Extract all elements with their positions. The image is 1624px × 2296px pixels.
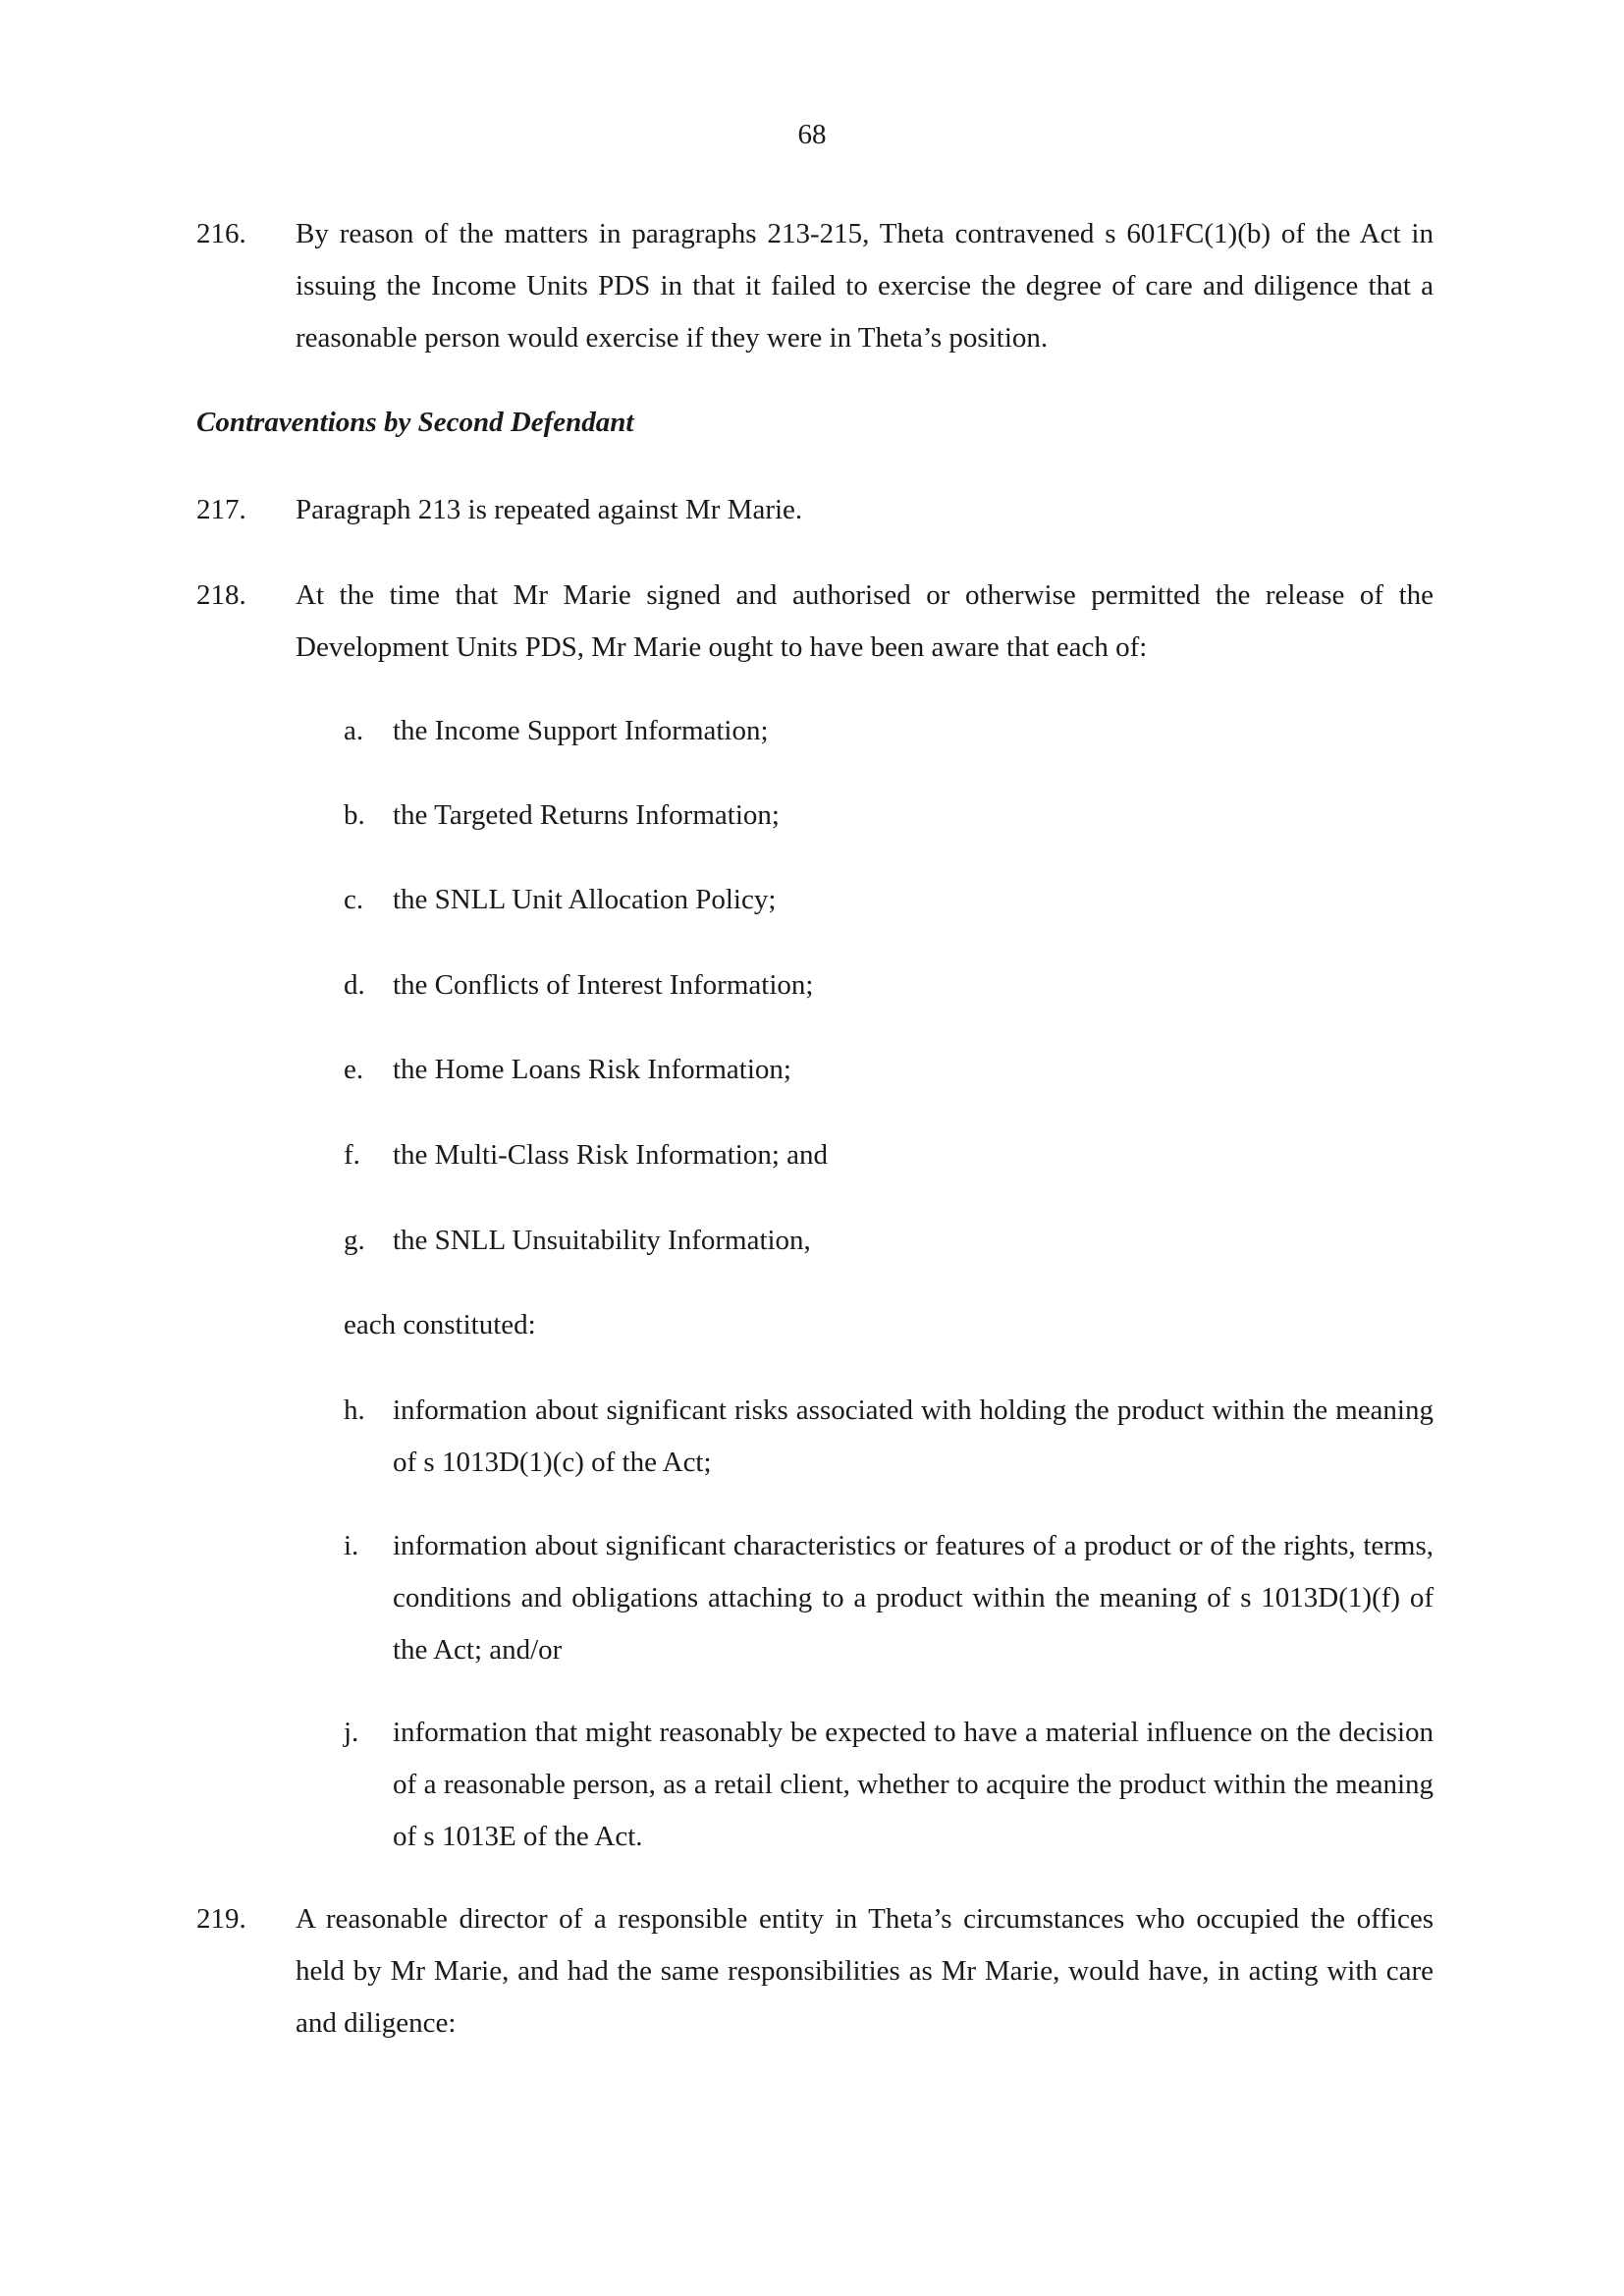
paragraph-text: Paragraph 213 is repeated against Mr Marie. (296, 494, 803, 525)
list-item-text: the SNLL Unit Allocation Policy; (393, 884, 777, 915)
list-item-text: the Home Loans Risk Information; (393, 1054, 791, 1085)
list-item-letter: b. (344, 799, 365, 831)
paragraph-number: 219. (196, 1903, 246, 1935)
list-item-letter: d. (344, 969, 365, 1001)
list-item-letter: e. (344, 1054, 364, 1085)
list-item-letter: c. (344, 884, 364, 915)
paragraph-text: By reason of the matters in paragraphs 213-215, Theta contravened s 601FC(1)(b) of the Act in issuing the Income Units PDS in that it failed to exercise the degree of care and diligence that a reasonable person would exercise if they were in Theta’s position. (296, 218, 1434, 354)
list-item-text: the Income Support Information; (393, 715, 769, 746)
list-item-letter: a. (344, 715, 364, 746)
section-heading: Contraventions by Second Defendant (196, 407, 634, 438)
list-item-text: the SNLL Unsuitability Information, (393, 1225, 811, 1256)
paragraph-text: A reasonable director of a responsible entity in Theta’s circumstances who occupied the offices held by Mr Marie, and had the same responsibilities as Mr Marie, would have, in acting with care and diligence: (296, 1903, 1434, 2039)
list-item-text: information about significant risks associated with holding the product within the meaning of s 1013D(1)(c) of the Act; (393, 1394, 1434, 1478)
list-item-text: information that might reasonably be expected to have a material influence on the decision of a reasonable person, as a retail client, whether to acquire the product within the meaning of s 1013E of the Act. (393, 1717, 1434, 1852)
list-item-text: information about significant characteristics or features of a product or of the rights, terms, conditions and obligations attaching to a product within the meaning of s 1013D(1)(f) of the Act; and/or (393, 1530, 1434, 1666)
paragraph-number: 217. (196, 494, 246, 525)
page-number: 68 (797, 119, 827, 150)
list-item-letter: h. (344, 1394, 365, 1426)
paragraph-number: 216. (196, 218, 246, 249)
list-item-letter: g. (344, 1225, 365, 1256)
list-item-letter: i. (344, 1530, 359, 1561)
list-item-text: the Conflicts of Interest Information; (393, 969, 814, 1001)
paragraph-text: At the time that Mr Marie signed and authorised or otherwise permitted the release of the Development Units PDS, Mr Marie ought to have been aware that each of: (296, 579, 1434, 663)
list-item-letter: f. (344, 1139, 360, 1171)
list-item-text: the Targeted Returns Information; (393, 799, 780, 831)
list-item-text: the Multi-Class Risk Information; and (393, 1139, 829, 1171)
each-constituted-text: each constituted: (344, 1309, 536, 1340)
paragraph-number: 218. (196, 579, 246, 611)
list-item-letter: j. (344, 1717, 359, 1748)
